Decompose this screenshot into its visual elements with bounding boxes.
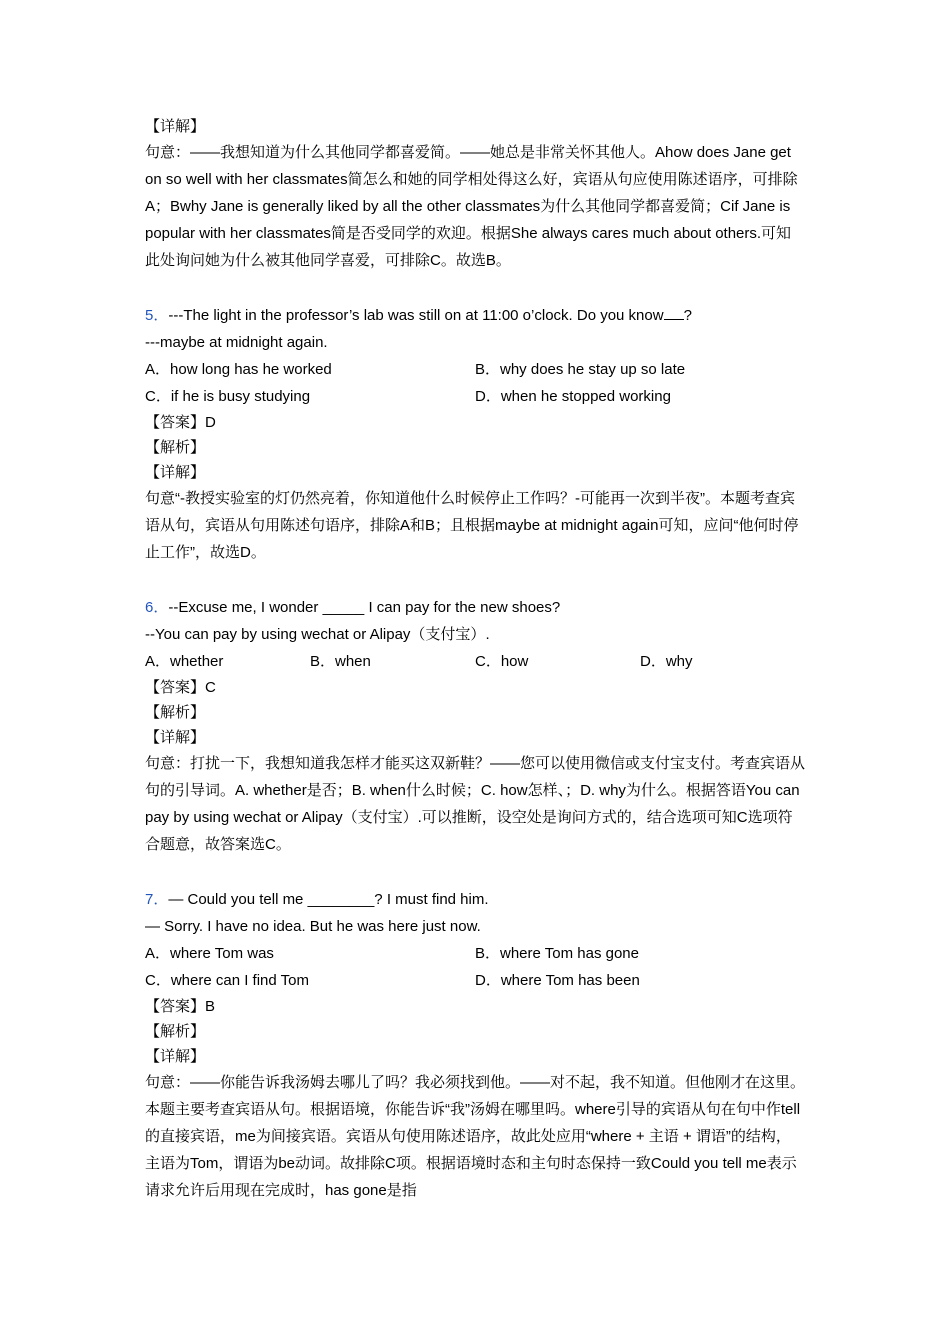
q7-reply: — Sorry. I have no idea. But he was here just now. [145,918,481,935]
q6-stem [145,594,805,621]
q7-option-a: A．where Tom was [145,945,274,962]
q7-stem-text: — Could you tell me ________? I must find him. [168,891,489,908]
q6-stem-text: --Excuse me, I wonder _____ I can pay for the new shoes? [168,599,561,616]
q6-reply: --You can pay by using wechat or Alipay（支付宝）. [145,626,490,643]
q7-detail-tag: 【详解】 [145,1048,206,1065]
q7-explanation: 句意：——你能告诉我汤姆去哪儿了吗？我必须找到他。——对不起，我不知道。但他刚才在这里。本题主要考查宾语从句。根据语境，你能告诉“我”汤姆在哪里吗。where引导的宾语从句在句中作tell的直接宾语，me为间接宾语。宾语从句使用陈述语序，故此处应用“where + 主语 + 谓语”的结构，主语为Tom，谓语为be动词。故排除C项。根据语境时态和主句时态保持一致Could you tell me表示请求允许后用现在完成时，has gone是指 [145,1074,806,1199]
q4-detail-tag: 【详解】 [145,118,206,135]
q7-options-row-2 [145,967,805,994]
q7-analysis-tag: 【解析】 [145,1023,206,1040]
q5-stem-end: ? [683,307,692,324]
q6-option-c: C．how [475,653,529,670]
q7-number: 7． [145,891,169,908]
q5-explanation: 句意“-教授实验室的灯仍然亮着，你知道他什么时候停止工作吗？-可能再一次到半夜”。本题考查宾语从句，宾语从句用陈述句语序，排除A和B；且根据maybe at midnight again可知，应问“他何时停止工作”，故选D。 [145,490,799,561]
q7-option-b: B．where Tom has gone [475,945,639,962]
q6-number: 6． [145,599,169,616]
q5-stem-text: ---The light in the professor’s lab was still on at 11:00 o’clock. Do you know [168,307,664,324]
q4-explanation: 句意：——我想知道为什么其他同学都喜爱简。——她总是非常关怀其他人。Ahow does Jane get on so well with her classmates简怎么和她的同学相处得这么好，宾语从句应使用陈述语序，可排除A；Bwhy Jane is generally liked by all the other classmates为什么其他同学都喜爱简；Cif Jane is popular with her classmates简是否受同学的欢迎。根据She always cares much about others.可知此处询问她为什么被其他同学喜爱，可排除C。故选B。 [145,144,798,269]
q6-detail-tag: 【详解】 [145,729,206,746]
q5-options-row-2 [145,383,805,410]
q7-answer: 【答案】B [145,998,216,1015]
q6-option-b: B．when [310,653,371,670]
q5-option-b: B．why does he stay up so late [475,361,686,378]
q6-option-a: A．whether [145,653,224,670]
q6-options-row [145,648,805,675]
q6-analysis-tag: 【解析】 [145,704,206,721]
q5-answer: 【答案】D [145,414,216,431]
q5-blank [664,305,684,320]
q6-option-d: D．why [640,653,693,670]
q5-reply: ---maybe at midnight again. [145,334,328,351]
q7-option-c: C．where can I find Tom [145,972,309,989]
q5-option-d: D．when he stopped working [475,388,671,405]
q5-number: 5． [145,307,169,324]
q5-analysis-tag: 【解析】 [145,439,206,456]
q7-option-d: D．where Tom has been [475,972,640,989]
q7-stem [145,886,805,913]
q7-options-row-1 [145,940,805,967]
q6-answer: 【答案】C [145,679,216,696]
document-body [145,114,805,1204]
q6-explanation: 句意：打扰一下，我想知道我怎样才能买这双新鞋？——您可以使用微信或支付宝支付。考查宾语从句的引导词。A. whether是否；B. when什么时候；C. how怎样、；D. why为什么。根据答语You can pay by using wechat or Alipay（支付宝）.可以推断，设空处是询问方式的，结合选项可知C选项符合题意，故答案选C。 [145,755,806,853]
q5-detail-tag: 【详解】 [145,464,206,481]
q5-stem [145,302,805,329]
q5-option-a: A．how long has he worked [145,361,332,378]
q5-options-row-1 [145,356,805,383]
q5-option-c: C．if he is busy studying [145,388,311,405]
